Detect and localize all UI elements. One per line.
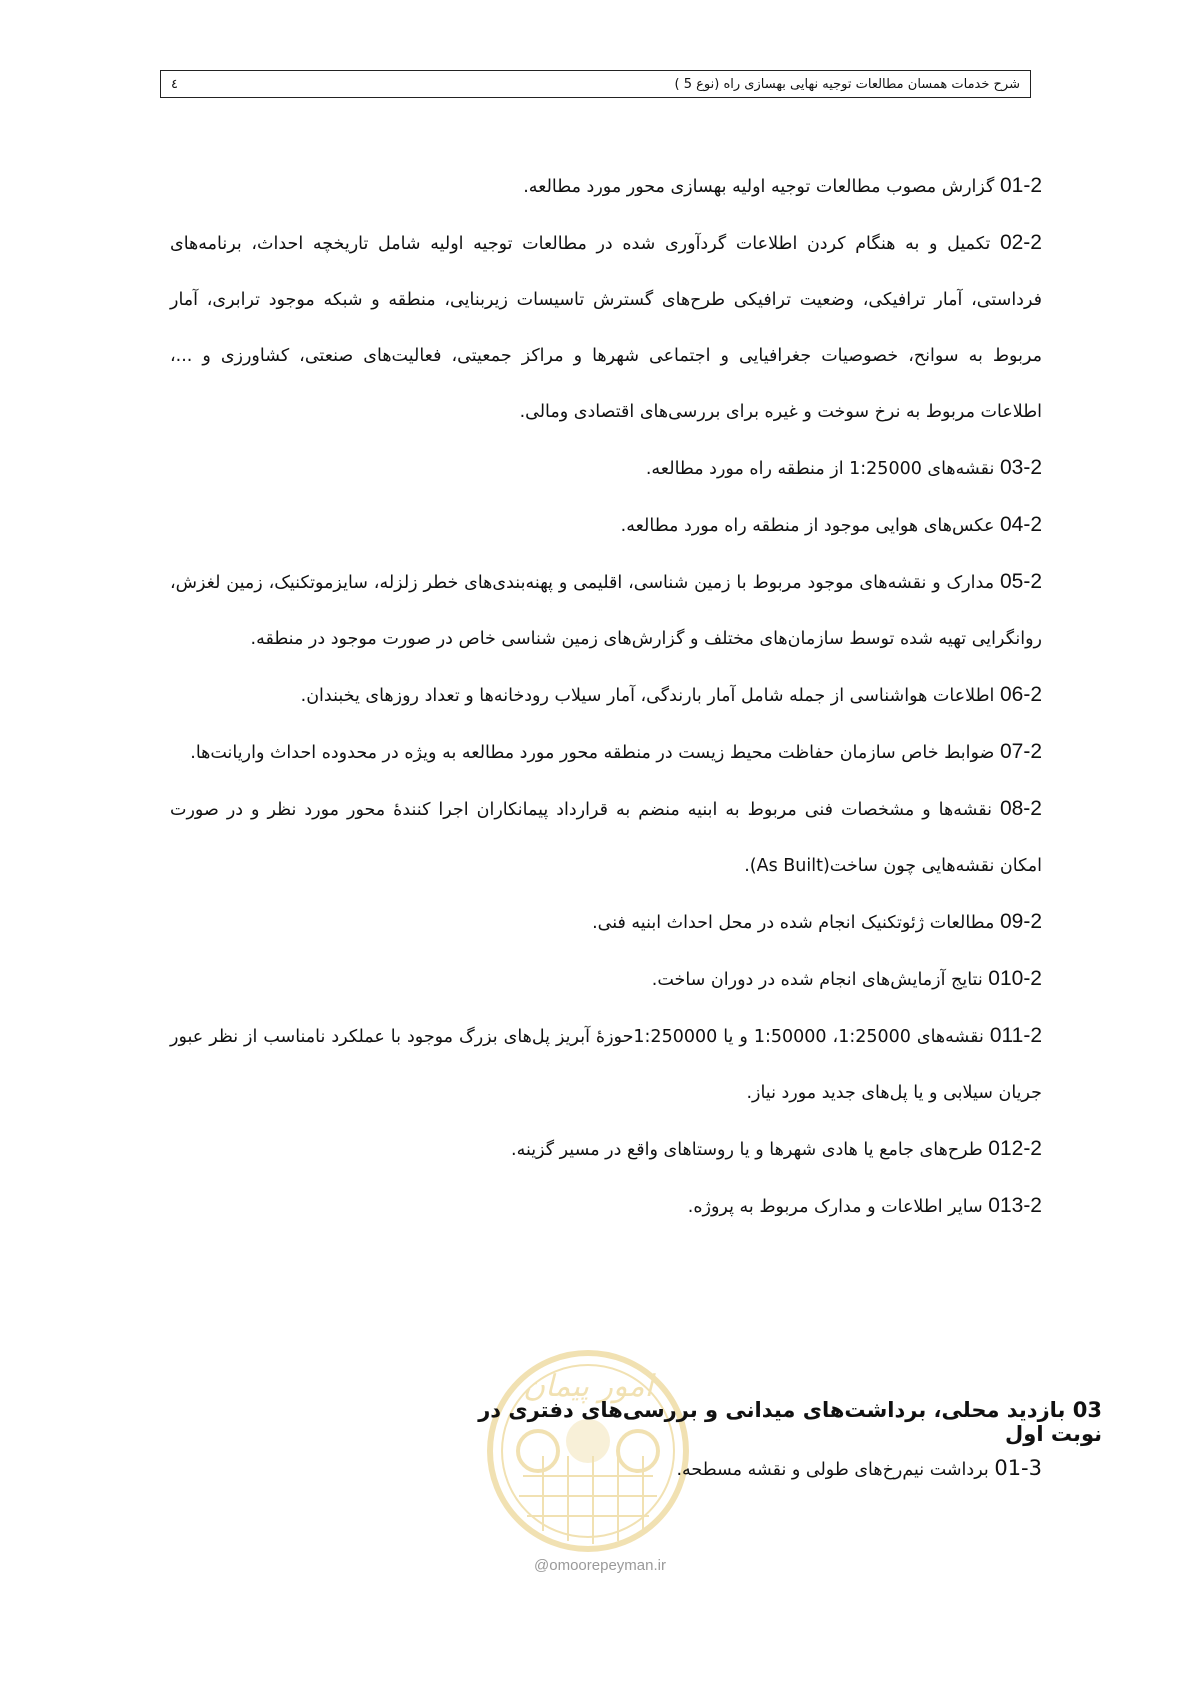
list-item: 012-2 طرح‌های جامع یا هادی شهرها و یا روستاهای واقع در مسیر گزینه. xyxy=(511,1137,1042,1160)
page-header xyxy=(160,70,1031,98)
header-title: شرح خدمات همسان مطالعات توجیه نهایی بهسازی راه (نوع 5 ) xyxy=(674,76,1020,92)
list-item: 07-2 ضوابط خاص سازمان حفاظت محیط زیست در منطقه محور مورد مطالعه به ویژه در محدوده احداث واریانت‌ها. xyxy=(190,740,1042,763)
watermark-logo xyxy=(483,1346,693,1556)
list-item: 013-2 سایر اطلاعات و مدارک مربوط به پروژه. xyxy=(687,1194,1042,1217)
list-item: 05-2 مدارک و نقشه‌های موجود مربوط با زمین شناسی، اقلیمی و پهنه‌بندی‌های خطر زلزله، سایزموتکنیک، زمین لغزش، روانگرایی تهیه شده توسط سازمان‌های مختلف و گزارش‌های زمین شناسی خاص در صورت موجود در منطقه. xyxy=(170,570,1042,649)
section-heading: 03 بازدید محلی، برداشت‌های میدانی و بررسی‌های دفتری در نوبت اول xyxy=(478,1398,1102,1446)
list-item: 06-2 اطلاعات هواشناسی از جمله شامل آمار بارندگی، آمار سیلاب رودخانه‌ها و تعداد روزهای یخبندان. xyxy=(300,683,1042,706)
svg-text:امور پیمان: امور پیمان xyxy=(523,1369,653,1404)
list-item: 03-2 نقشه‌های 1:25000 از منطقه راه مورد مطالعه. xyxy=(645,456,1042,479)
list-item: 011-2 نقشه‌های 1:25000، 1:50000 و یا 1:250000حوزۀ آبریز پل‌های بزرگ موجود با عملکرد نامناسب از نظر عبور جریان سیلابی و یا پل‌های جدید مورد نیاز. xyxy=(170,1024,1042,1103)
list-item: 02-2 تکمیل و به هنگام کردن اطلاعات گردآوری شده در مطالعات توجیه اولیه شامل تاریخچه احداث، برنامه‌های فرداستی، آمار ترافیکی، وضعیت ترافیکی طرح‌های گسترش تاسیسات زیربنایی، منطقه و شبکه موجود ترابری، آمار مربوط به سوانح، خصوصیات جغرافیایی و اجتماعی شهرها و مراکز جمعیتی، فعالیت‌های صنعتی، کشاورزی و ...، اطلاعات مربوط به نرخ سوخت و غیره برای بررسی‌های اقتصادی ومالی. xyxy=(170,231,1042,422)
list-item: 08-2 نقشه‌ها و مشخصات فنی مربوط به ابنیه منضم به قرارداد پیمانکاران اجرا کنندۀ محور مورد نظر و در صورت امکان نقشه‌هایی چون ساخت(As Built). xyxy=(170,797,1042,876)
list-item: 010-2 نتایج آزمایش‌های انجام شده در دوران ساخت. xyxy=(651,967,1042,990)
seal-icon xyxy=(483,1346,693,1556)
watermark-url: @omoorepeyman.ir xyxy=(534,1557,666,1574)
list-item: 04-2 عکس‌های هوایی موجود از منطقه راه مورد مطالعه. xyxy=(620,513,1042,536)
page-number: ٤ xyxy=(171,76,178,92)
list-item: 09-2 مطالعات ژئوتکنیک انجام شده در محل احداث ابنیه فنی. xyxy=(592,910,1042,933)
document-body xyxy=(170,158,1042,1235)
list-item: 01-2 گزارش مصوب مطالعات توجیه اولیه بهسازی محور مورد مطالعه. xyxy=(523,174,1042,197)
list-item: 01-3 برداشت نیم‌رخ‌های طولی و نقشه مسطحه. xyxy=(676,1456,1042,1480)
